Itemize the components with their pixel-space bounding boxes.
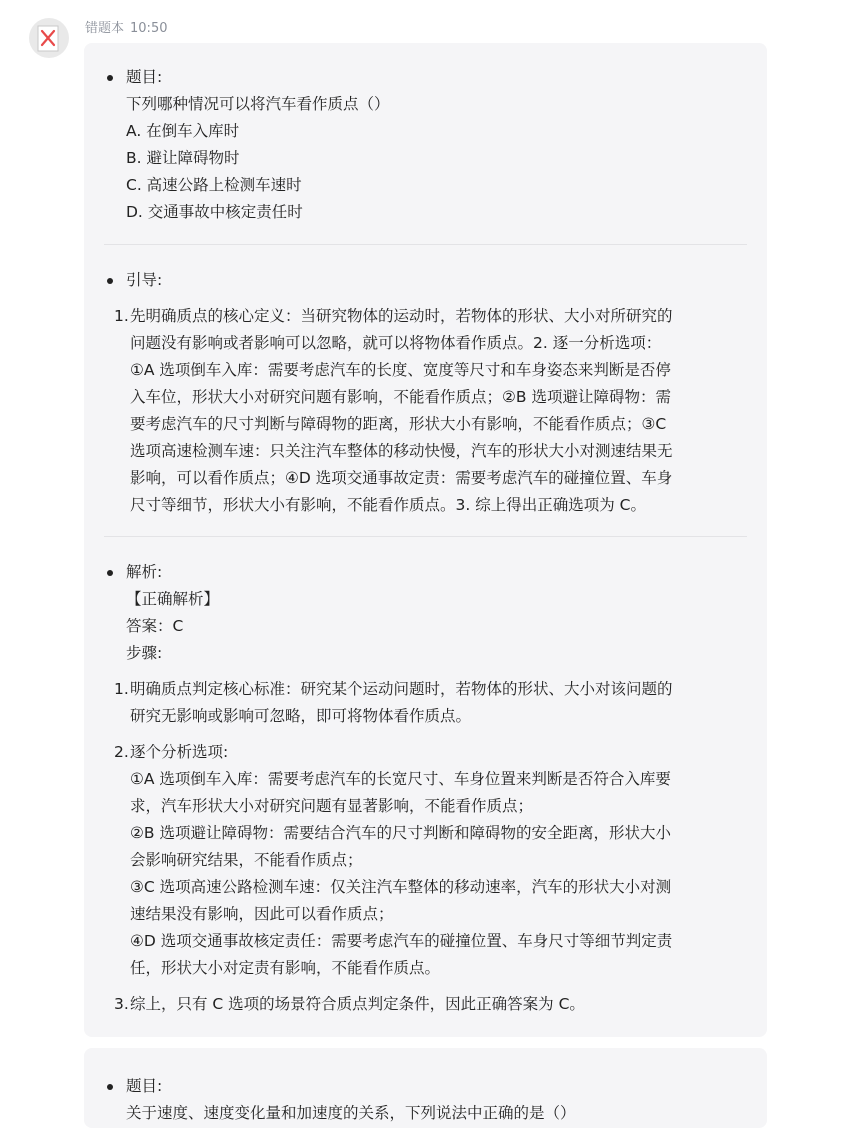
option-b: B. 避让障碍物时 <box>126 149 240 167</box>
step-line: 逐个分析选项: <box>130 743 229 761</box>
analysis-title: 【正确解析】 <box>126 590 220 608</box>
analysis-heading <box>104 559 747 667</box>
answer-text: 答案：C <box>126 617 184 635</box>
step-line: 明确质点判定核心标准：研究某个运动问题时，若物体的形状、大小对该问题的 <box>130 680 673 698</box>
list-number: 2. <box>114 743 129 761</box>
step-line: ②B 选项避让障碍物：需要结合汽车的尺寸判断和障碍物的安全距离，形状大小 <box>130 824 671 842</box>
list-number: 1. <box>114 680 129 698</box>
step-line: ④D 选项交通事故核定责任：需要考虑汽车的碰撞位置、车身尺寸等细节判定责 <box>130 932 673 950</box>
question-stem: 关于速度、速度变化量和加速度的关系，下列说法中正确的是（） <box>126 1104 576 1122</box>
guide-label: 引导: <box>126 271 163 289</box>
question-block <box>104 64 747 226</box>
guide-item <box>104 303 747 519</box>
step-item <box>104 991 747 1018</box>
message-card <box>84 43 767 1037</box>
guide-line: 选项高速检测车速：只关注汽车整体的移动快慢，汽车的形状大小对测速结果无 <box>130 442 673 460</box>
guide-line: 入车位，形状大小对研究问题有影响，不能看作质点；②B 选项避让障碍物：需 <box>130 388 671 406</box>
message-time: 10:50 <box>130 21 168 36</box>
question-section <box>104 1048 747 1127</box>
step-line: 任，形状大小对定责有影响，不能看作质点。 <box>130 959 441 977</box>
steps-label: 步骤: <box>126 644 163 662</box>
question-label: 题目: <box>126 1077 163 1095</box>
question-block <box>104 1073 747 1127</box>
option-d: D. 交通事故中核定责任时 <box>126 203 303 221</box>
guide-line: 影响，可以看作质点；④D 选项交通事故定责：需要考虑汽车的碰撞位置、车身 <box>130 469 673 487</box>
guide-line: 先明确质点的核心定义：当研究物体的运动时，若物体的形状、大小对所研究的 <box>130 307 673 325</box>
step-line: 会影响研究结果，不能看作质点； <box>130 851 363 869</box>
question-stem: 下列哪种情况可以将汽车看作质点（） <box>126 95 390 113</box>
guide-line: 要考虑汽车的尺寸判断与障碍物的距离，形状大小有影响，不能看作质点；③C <box>130 415 667 433</box>
avatar <box>29 18 69 58</box>
question-section <box>104 43 747 244</box>
message-meta <box>85 19 167 39</box>
step-item <box>104 739 747 982</box>
guide-line: ①A 选项倒车入库：需要考虑汽车的长度、宽度等尺寸和车身姿态来判断是否停 <box>130 361 671 379</box>
steps-list <box>104 676 747 1018</box>
step-item <box>104 676 747 730</box>
message-card-2 <box>84 1048 767 1128</box>
option-a: A. 在倒车入库时 <box>126 122 240 140</box>
step-line: 求，汽车形状大小对研究问题有显著影响，不能看作质点； <box>130 797 534 815</box>
step-line: 综上，只有 C 选项的场景符合质点判定条件，因此正确答案为 C。 <box>130 995 585 1013</box>
guide-line: 问题没有影响或者影响可以忽略，就可以将物体看作质点。2. 逐一分析选项： <box>130 334 662 352</box>
option-c: C. 高速公路上检测车速时 <box>126 176 302 194</box>
analysis-label: 解析: <box>126 563 163 581</box>
question-label: 题目: <box>126 68 163 86</box>
close-icon <box>29 18 69 58</box>
sender-name: 错题本 <box>85 21 125 36</box>
guide-section <box>104 245 747 536</box>
guide-list <box>104 303 747 519</box>
guide-line: 尺寸等细节，形状大小有影响，不能看作质点。3. 综上得出正确选项为 C。 <box>130 496 646 514</box>
step-line: 研究无影响或影响可忽略，即可将物体看作质点。 <box>130 707 472 725</box>
step-line: 速结果没有影响，因此可以看作质点； <box>130 905 394 923</box>
list-number: 1. <box>114 307 129 325</box>
step-line: ①A 选项倒车入库：需要考虑汽车的长宽尺寸、车身位置来判断是否符合入库要 <box>130 770 671 788</box>
analysis-section <box>104 537 747 1018</box>
guide-heading <box>104 267 747 294</box>
list-number: 3. <box>114 995 129 1013</box>
step-line: ③C 选项高速公路检测车速：仅关注汽车整体的移动速率，汽车的形状大小对测 <box>130 878 672 896</box>
